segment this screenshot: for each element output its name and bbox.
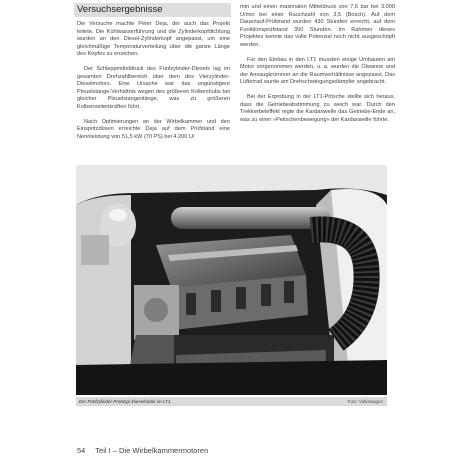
left-text-column: [77, 21, 230, 149]
page-number: 54: [77, 446, 86, 455]
photo-credit: Foto: Volkswagen: [347, 399, 383, 404]
paragraph: Nach Optimierungen an der Wirbelkammer und den Einspritzdüsen erreichte Deja auf dem Prüfstand eine Nennleistung von 51,5 kW (70 PS) bei 4.200 U/: [77, 118, 230, 140]
paragraph: min und einen maximalen Mitteldruck von 7,6 bar bei 3.000 U/min bei einer Rauchzahl von 3,5 (Bosch). Auf dem Dauerlauf-Prüfstand wurden 430 Stunden erreicht, auf dem Funktionsprüfstand 350 Stunden. Im Rahmen dieses Projektes konnte das volle Potenzial noch nicht ausgeschöpft werden.: [240, 4, 395, 48]
paragraph: Der Schleppmitteldruck des Fünfzylinder-Diesels lag im gesamten Drehzahlbereich über dem des Vierzylinder-Dieselmotors. Eine Ursache war das ungünstigere Pleuelstange-Verhältnis wegen des größeren Kolbenhubs bei gleicher Pleuelstangenlänge, was zu größeren Kolbenseitenkräften führt.: [77, 66, 230, 110]
page-footer: [77, 446, 208, 455]
running-title: Teil I – Die Wirbelkammermotoren: [95, 446, 209, 455]
photo-caption: Der Fünfzylinder-Prototyp-Dieselmotor im LT1.: [79, 399, 172, 404]
right-text-column: [240, 4, 395, 132]
paragraph: Bei der Erprobung in der LT1-Pritsche stellte sich heraus, dass die Getriebeabstimmung zu weich war. Durch den Trekkerbeleffekt regte die Kardanwelle das Getriebe-Ende an, was zu einer »Peitschenbewegung« der Kardanwelle führte.: [240, 94, 395, 123]
engine-photo: [76, 165, 387, 395]
paragraph: Die Versuche machte Peter Deja, der auch das Projekt leitete. Die Kühlwasserführung und die Zylinderkopfdichtung wurden an den Diesel-Zylinderkopf angepasst, um eine gleichmäßige Temperaturverteilung über die ganze Länge des Kopfes zu erreichen.: [77, 21, 230, 57]
photo-caption-bar: [76, 397, 387, 406]
section-heading: Versuchsergebnisse: [74, 3, 231, 17]
paragraph: Für den Einbau in den LT1 mussten einige Umbauten am Motor vorgenommen werden, u. a. wurden die Ölwanne und der Ansaugkrümmer an die Raumverhältnisse angepasst. Das Lüfterrad wurde am Drehschwingungsdämpfer angebracht.: [240, 56, 395, 85]
